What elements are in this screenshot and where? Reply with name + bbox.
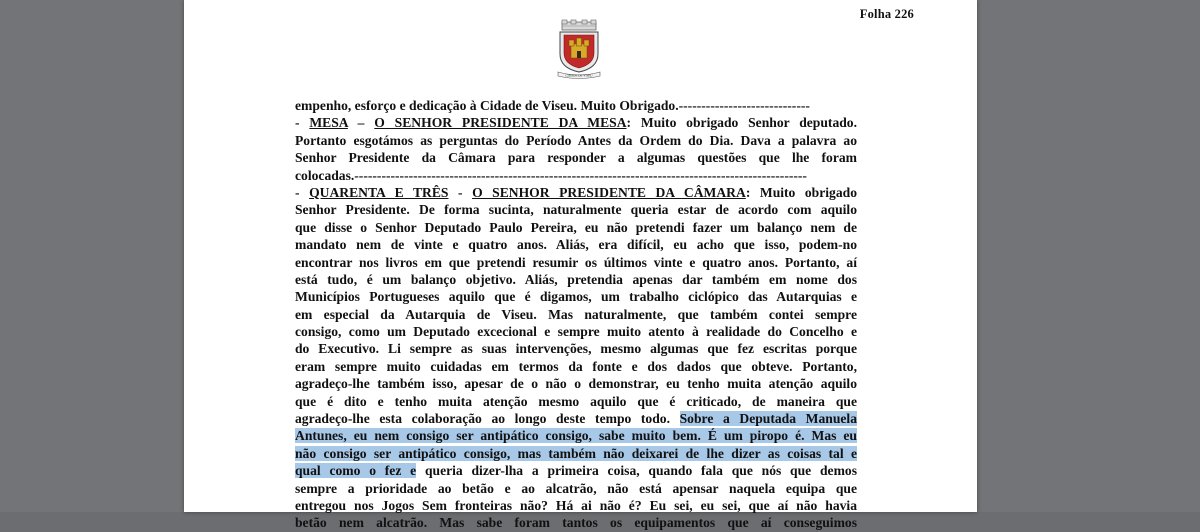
selected-text[interactable]: Antunes, eu nem consigo ser antipático consigo, sabe muito bem. É um piropo é. Mas eu (295, 428, 857, 444)
mesa-heading: MESA (309, 115, 348, 131)
crest-motto: CIDADE DE VISEU (565, 73, 593, 78)
text-line: agradeço-lhe também isso, apesar de o não o demonstrar, eu tenho muita atenção aquilo (295, 376, 857, 392)
text-line: sempre a prioridade ao betão e ao alcatrão, não está apensar naquela equipa que (295, 480, 857, 496)
text-line: que é dito e tenho muita atenção mesmo aquilo que é criticado, de maneira que (295, 393, 857, 409)
document-page (184, 0, 977, 531)
text-line: Municípios Portugueses aquilo que é digamos, um trabalho ciclópico das Autarquias e (295, 289, 857, 305)
text-line: que disse o Senhor Deputado Paulo Pereira, eu não pretendi fazer um balanço nem de (295, 219, 857, 235)
minutes-text (295, 97, 857, 532)
text-line: eram sempre muito cuidadas em termos da fonte e dos dados que obteve. Portanto, (295, 358, 857, 374)
page-number-label: Folha 226 (859, 7, 914, 21)
text-line (295, 427, 857, 444)
text-line: Senhor Presidente da Câmara para responder a algumas questões que lhe foram (295, 150, 857, 166)
text-line: agradeço-lhe esta colaboração ao longo deste tempo todo. Sobre a Deputada Manuela (295, 411, 857, 427)
text-line: está tudo, é um balanço objetivo. Aliás, pretendia apenas dar também em nome dos (295, 271, 857, 287)
text-line: em especial da Autarquia de Viseu. Mas naturalmente, que também contei sempre (295, 306, 857, 322)
text-line: empenho, esforço e dedicação à Cidade de Viseu. Muito Obrigado.----------------------------- (295, 98, 810, 113)
text-line: - MESA – O SENHOR PRESIDENTE DA MESA: Muito obrigado Senhor deputado. (295, 115, 858, 131)
text-line: do Executivo. Li sempre as suas intervenções, mesmo algumas que fez escritas porque (295, 341, 857, 357)
selected-text[interactable]: não consigo ser antipático consigo, mas também não deixarei de lhe dizer as coisas tal e (295, 445, 857, 461)
text-line: mandato nem de vinte e quatro anos. Aliás, era difícil, eu acho que isso, podem-no (295, 237, 857, 253)
text-line: Portanto esgotámos as perguntas do Período Antes da Ordem do Dia. Dava a palavra ao (295, 132, 857, 148)
municipal-crest-logo (554, 20, 604, 78)
selected-text[interactable]: o fez (360, 463, 402, 479)
selected-text[interactable]: Sobre a Deputada Manuela (679, 411, 857, 427)
text-line: - QUARENTA E TRÊS - O SENHOR PRESIDENTE DA CÂMARA: Muito obrigado (295, 184, 857, 200)
selected-text[interactable]: qual como (295, 463, 361, 479)
item-heading: QUARENTA E TRÊS (309, 184, 449, 200)
text-line: consigo, como um Deputado excecional e sempre muito atento à realidade do Concelho e (295, 324, 857, 340)
text-line: encontrar nos livros em que pretendi resumir os últimos vinte e quatro anos. Portanto, aí (295, 254, 857, 270)
selected-text[interactable]: e (401, 463, 417, 479)
text-line: betão nem alcatrão. Mas sabe foram tantos os equipamentos que aí conseguimos (295, 515, 857, 531)
speaker-heading: O SENHOR PRESIDENTE DA CÂMARA (472, 184, 746, 200)
text-line: Senhor Presidente. De forma sucinta, naturalmente queria estar de acordo com aquilo (295, 202, 857, 218)
text-line (295, 445, 857, 462)
text-line: entregou nos Jogos Sem fronteiras não? Há ai não é? Eu sei, eu sei, que aí não havia (295, 497, 857, 513)
speaker-heading: O SENHOR PRESIDENTE DA MESA (374, 115, 627, 131)
text-line: colocadas.---------------------------------------------------------------------------------------------------- (295, 167, 807, 183)
text-line: qual como o fez e queria dizer-lha a primeira coisa, quando fala que nós que demos (295, 463, 857, 479)
